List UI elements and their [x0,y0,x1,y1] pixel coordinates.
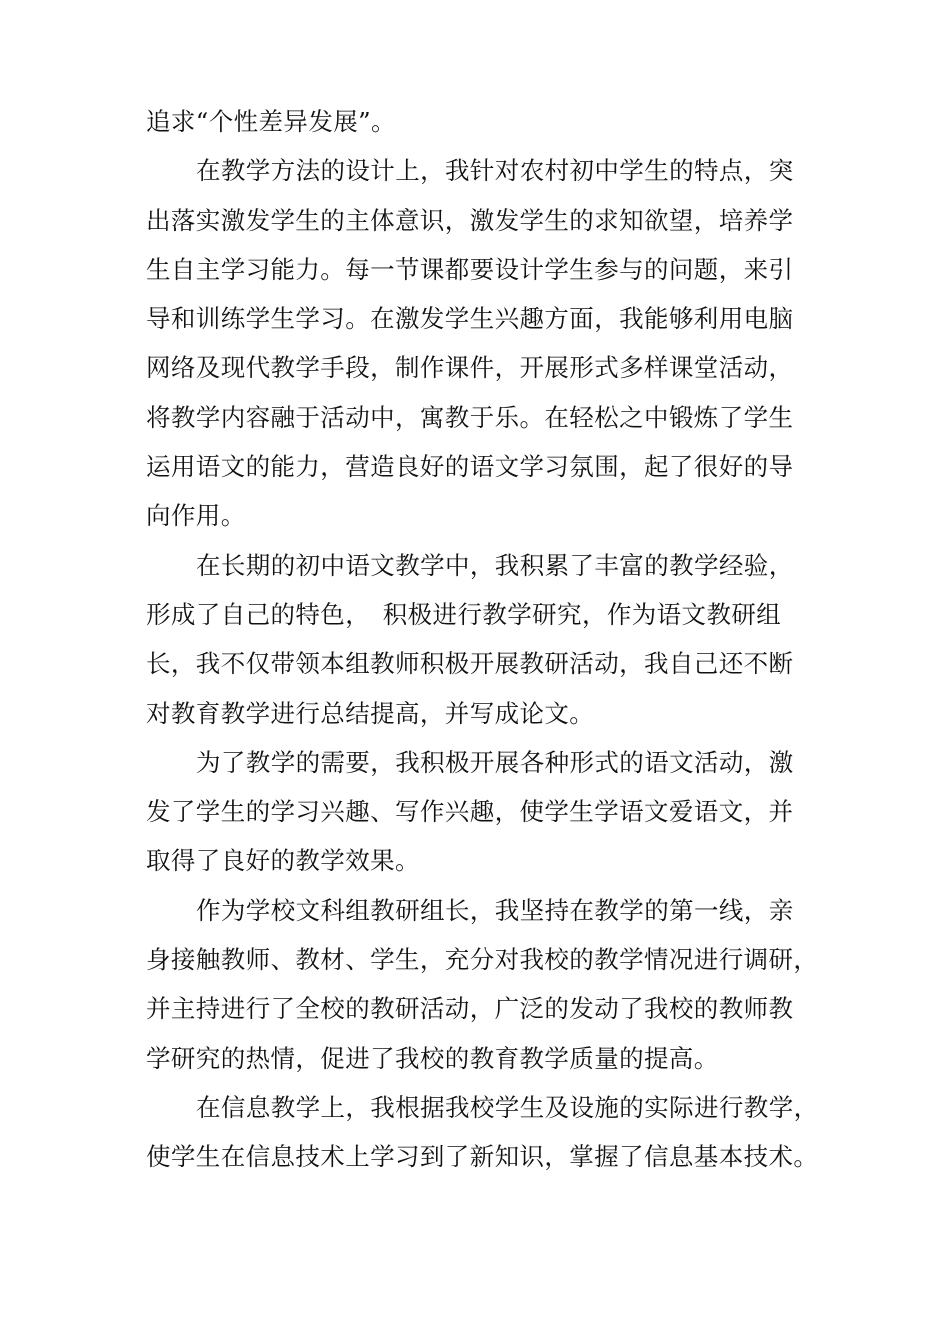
text-line: 取得了良好的教学效果。 [146,846,420,876]
text-line: 在教学方法的设计上，我针对农村初中学生的特点，突 [196,156,794,186]
paragraph-4 [146,738,826,886]
text-line: 形成了自己的特色， 积极进行教学研究，作为语文教研组 [146,599,782,629]
paragraph-3 [146,541,826,738]
paragraph-5 [146,886,826,1083]
paragraph-1 [146,97,826,146]
text-line: 在长期的初中语文教学中，我积累了丰富的教学经验， [196,550,794,580]
text-line: 出落实激发学生的主体意识，激发学生的求知欲望，培养学 [146,205,794,235]
text-line: 追求“个性差异发展”。 [146,107,396,136]
text-line: 在信息教学上，我根据我校学生及设施的实际进行教学， [196,1092,819,1122]
text-line: 为了教学的需要，我积极开展各种形式的语文活动，激 [196,747,794,777]
text-line: 作为学校文科组教研组长，我坚持在教学的第一线，亲 [196,895,794,925]
text-line: 并主持进行了全校的教研活动，广泛的发动了我校的教师教 [146,994,794,1024]
text-line: 向作用。 [146,501,246,531]
text-line: 发了学生的学习兴趣、写作兴趣，使学生学语文爱语文，并 [146,797,794,827]
text-line: 学研究的热情，促进了我校的教育教学质量的提高。 [146,1043,719,1073]
text-line: 生自主学习能力。每一节课都要设计学生参与的问题，来引 [146,254,794,284]
text-line: 长，我不仅带领本组教师积极开展教研活动，我自己还不断 [146,649,794,679]
paragraph-6 [146,1083,826,1182]
document-body [146,97,826,1182]
text-line: 运用语文的能力，营造良好的语文学习氛围，起了很好的导 [146,452,794,482]
text-line: 对教育教学进行总结提高，并写成论文。 [146,698,595,728]
paragraph-2 [146,146,826,540]
text-line: 导和训练学生学习。在激发学生兴趣方面，我能够利用电脑 [146,304,794,334]
text-line: 将教学内容融于活动中，寓教于乐。在轻松之中锻炼了学生 [146,402,794,432]
text-line: 身接触教师、教材、学生，充分对我校的教学情况进行调研， [146,945,819,975]
text-line: 网络及现代教学手段，制作课件，开展形式多样课堂活动， [146,353,794,383]
text-line: 使学生在信息技术上学习到了新知识，掌握了信息基本技术。 [146,1142,819,1172]
